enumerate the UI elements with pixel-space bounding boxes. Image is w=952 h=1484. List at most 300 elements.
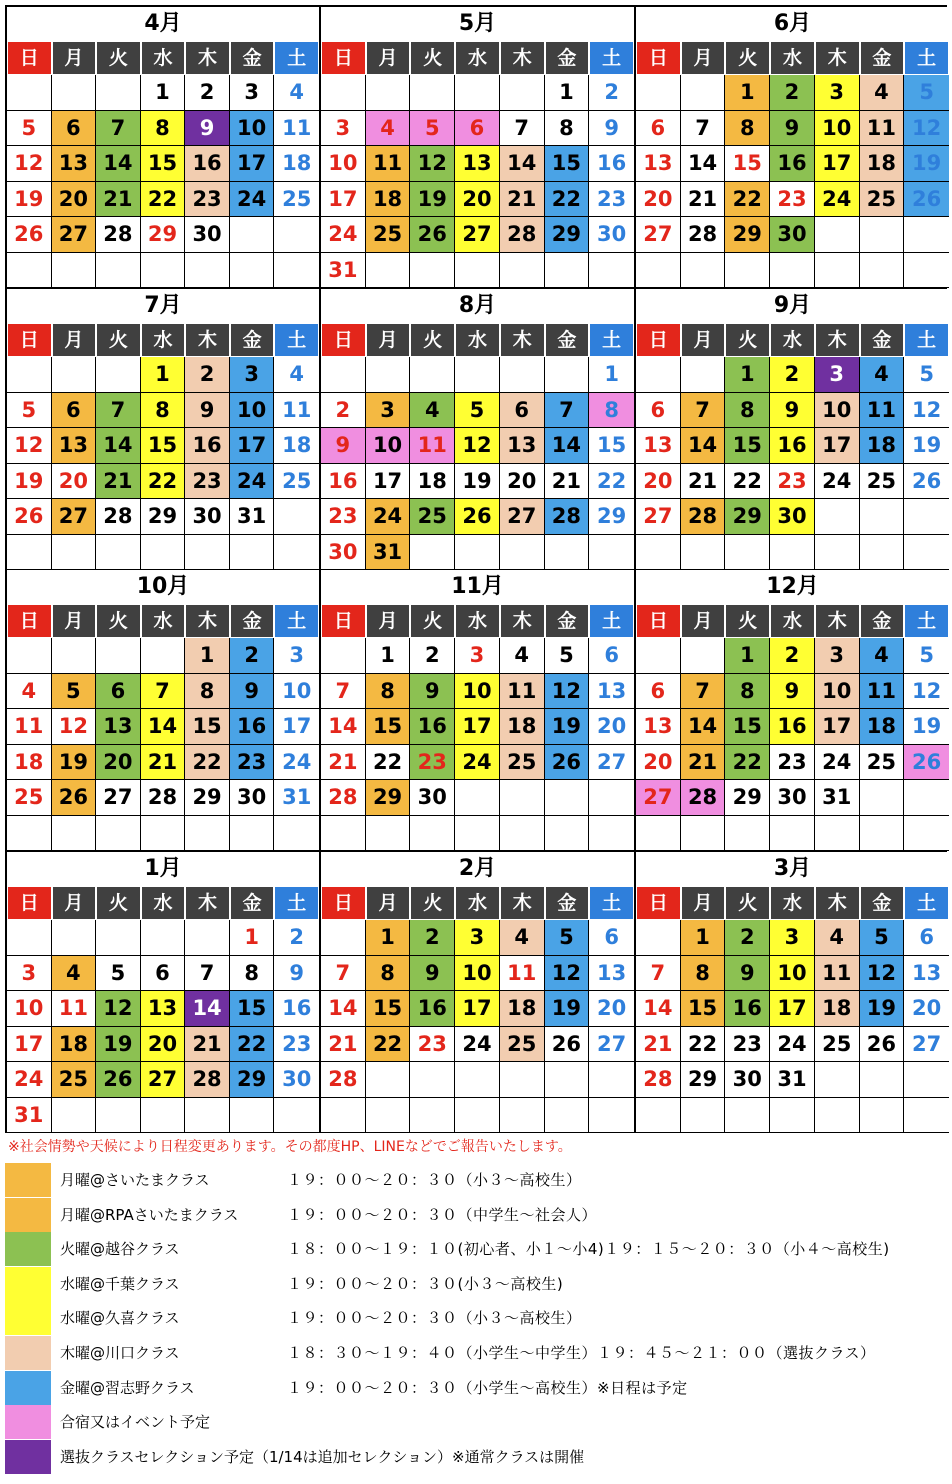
day-cell xyxy=(545,75,590,111)
day-number: 26 xyxy=(551,1031,582,1056)
day-cell xyxy=(725,357,770,393)
day-cell xyxy=(455,357,500,393)
day-cell xyxy=(274,638,319,674)
day-number: 18 xyxy=(866,151,897,175)
day-number: 28 xyxy=(687,222,718,246)
day-cell xyxy=(545,991,590,1027)
day-number: 24 xyxy=(14,1067,44,1091)
day-number: 27 xyxy=(643,785,673,809)
day-cell xyxy=(681,146,726,182)
day-cell xyxy=(589,638,634,674)
day-number: 13 xyxy=(643,151,673,175)
day-number: 5 xyxy=(469,397,485,422)
day-cell xyxy=(589,920,634,956)
day-number: 9 xyxy=(604,115,619,140)
day-number: 16 xyxy=(732,996,762,1020)
day-number: 8 xyxy=(695,960,710,985)
day-number: 21 xyxy=(147,749,178,774)
day-cell xyxy=(52,920,97,956)
day-cell xyxy=(274,816,319,852)
day-cell xyxy=(860,75,905,111)
day-number: 6 xyxy=(650,115,666,140)
day-number: 18 xyxy=(372,186,403,211)
day-cell xyxy=(141,1027,186,1063)
day-cell xyxy=(274,357,319,393)
day-number: 18 xyxy=(282,151,312,175)
day-number: 2 xyxy=(739,925,755,949)
day-number: 27 xyxy=(147,1067,178,1091)
day-number: 18 xyxy=(866,433,897,457)
day-cell xyxy=(230,816,275,852)
day-number: 18 xyxy=(282,433,312,457)
day-number: 2 xyxy=(199,80,215,104)
day-number: 1 xyxy=(380,925,395,949)
day-cell xyxy=(904,499,949,535)
day-number: 15 xyxy=(147,151,178,175)
day-cell xyxy=(96,920,141,956)
day-cell xyxy=(545,499,590,535)
day-cell xyxy=(500,357,545,393)
day-cell xyxy=(770,709,815,745)
day-cell xyxy=(230,1062,275,1098)
day-number: 4 xyxy=(424,397,440,422)
day-cell xyxy=(860,991,905,1027)
day-cell xyxy=(589,357,634,393)
day-cell xyxy=(321,535,366,571)
day-cell xyxy=(274,780,319,816)
day-cell xyxy=(274,674,319,710)
day-number: 14 xyxy=(687,714,718,738)
day-number: 29 xyxy=(551,222,582,246)
day-cell xyxy=(500,674,545,710)
day-number: 11 xyxy=(58,996,88,1020)
day-cell xyxy=(96,253,141,289)
weekday-header: 木 xyxy=(186,887,229,919)
day-number: 10 xyxy=(462,678,492,703)
day-number: 9 xyxy=(289,960,305,985)
day-number: 14 xyxy=(551,433,582,457)
day-cell xyxy=(770,111,815,147)
month-title: 6月 xyxy=(773,11,812,36)
day-cell xyxy=(52,638,97,674)
day-number: 15 xyxy=(372,996,403,1020)
day-cell xyxy=(636,217,681,253)
day-cell xyxy=(230,253,275,289)
day-cell xyxy=(185,991,230,1027)
day-cell xyxy=(410,253,455,289)
weekday-header: 土 xyxy=(275,605,318,637)
day-number: 11 xyxy=(372,151,403,175)
day-cell xyxy=(274,745,319,781)
weekday-header: 日 xyxy=(637,887,680,919)
day-cell xyxy=(860,956,905,992)
day-cell xyxy=(545,146,590,182)
weekday-header: 水 xyxy=(456,887,499,919)
day-cell xyxy=(545,357,590,393)
day-cell xyxy=(7,535,52,571)
day-number: 4 xyxy=(514,925,529,949)
day-cell xyxy=(860,393,905,429)
day-cell xyxy=(7,357,52,393)
day-number: 23 xyxy=(192,186,222,211)
day-cell xyxy=(815,745,860,781)
day-number: 31 xyxy=(14,1102,44,1127)
day-number: 12 xyxy=(912,397,942,422)
day-cell xyxy=(366,1027,411,1063)
day-number: 6 xyxy=(469,115,485,140)
month-title: 9月 xyxy=(773,293,812,318)
day-cell xyxy=(681,1098,726,1134)
day-cell xyxy=(500,920,545,956)
day-cell xyxy=(410,745,455,781)
day-number: 12 xyxy=(551,678,582,703)
day-number: 29 xyxy=(147,504,178,528)
month-calendar xyxy=(636,570,949,851)
day-number: 1 xyxy=(604,362,619,386)
day-cell xyxy=(904,709,949,745)
day-cell xyxy=(7,745,52,781)
month-title: 3月 xyxy=(773,856,812,881)
day-cell xyxy=(589,1098,634,1134)
weekday-header: 土 xyxy=(590,42,633,74)
day-cell xyxy=(904,780,949,816)
legend-row xyxy=(5,1163,947,1197)
day-cell xyxy=(681,638,726,674)
day-number: 13 xyxy=(643,714,673,738)
day-cell xyxy=(7,780,52,816)
day-cell xyxy=(904,638,949,674)
day-number: 16 xyxy=(417,714,447,738)
day-cell xyxy=(636,1062,681,1098)
day-cell xyxy=(636,535,681,571)
day-cell xyxy=(7,217,52,253)
day-cell xyxy=(500,146,545,182)
day-cell xyxy=(7,709,52,745)
day-cell xyxy=(725,780,770,816)
legend-row xyxy=(5,1405,947,1439)
day-number: 10 xyxy=(237,115,267,140)
day-cell xyxy=(545,1027,590,1063)
day-number: 4 xyxy=(66,960,81,985)
day-cell xyxy=(7,393,52,429)
weekday-header: 日 xyxy=(8,605,51,637)
day-number: 24 xyxy=(462,1031,492,1056)
day-cell xyxy=(321,816,366,852)
day-cell xyxy=(230,535,275,571)
day-number: 11 xyxy=(417,433,447,457)
legend-swatch xyxy=(5,1440,51,1474)
day-cell xyxy=(321,780,366,816)
day-cell xyxy=(455,111,500,147)
day-cell xyxy=(770,991,815,1027)
weekday-header: 月 xyxy=(682,887,725,919)
day-cell xyxy=(860,111,905,147)
day-cell xyxy=(770,217,815,253)
day-number: 18 xyxy=(417,468,447,493)
day-cell xyxy=(636,920,681,956)
day-cell xyxy=(455,780,500,816)
day-cell xyxy=(500,535,545,571)
month-title: 1月 xyxy=(144,856,182,881)
day-number: 27 xyxy=(462,222,492,246)
day-cell xyxy=(681,217,726,253)
weekday-header: 日 xyxy=(8,42,51,74)
day-cell xyxy=(230,182,275,218)
day-cell xyxy=(725,1027,770,1063)
weekday-header: 水 xyxy=(456,42,499,74)
day-cell xyxy=(321,111,366,147)
day-number: 8 xyxy=(739,678,755,703)
day-number: 26 xyxy=(551,749,582,774)
day-cell xyxy=(410,709,455,745)
day-cell xyxy=(860,709,905,745)
weekday-header: 木 xyxy=(501,324,544,356)
day-cell xyxy=(500,638,545,674)
day-cell xyxy=(7,1062,52,1098)
day-number: 10 xyxy=(328,151,358,175)
day-cell xyxy=(321,428,366,464)
day-cell xyxy=(545,638,590,674)
day-cell xyxy=(545,428,590,464)
weekday-header: 水 xyxy=(771,605,814,637)
day-cell xyxy=(589,1062,634,1098)
day-number: 28 xyxy=(147,785,178,809)
day-cell xyxy=(141,75,186,111)
day-number: 14 xyxy=(687,151,718,175)
day-cell xyxy=(815,780,860,816)
day-cell xyxy=(185,674,230,710)
day-number: 23 xyxy=(192,468,222,493)
day-cell xyxy=(141,991,186,1027)
day-number: 26 xyxy=(912,468,942,493)
weekday-header: 水 xyxy=(771,42,814,74)
weekday-header: 火 xyxy=(411,42,454,74)
day-number: 21 xyxy=(328,1031,358,1056)
day-number: 19 xyxy=(551,714,582,738)
day-number: 29 xyxy=(597,504,627,528)
weekday-header: 日 xyxy=(322,887,365,919)
day-cell xyxy=(185,1027,230,1063)
month-calendar xyxy=(321,289,634,570)
day-number: 25 xyxy=(372,222,403,246)
day-cell xyxy=(410,674,455,710)
day-number: 19 xyxy=(912,714,942,738)
day-cell xyxy=(455,535,500,571)
day-cell xyxy=(815,464,860,500)
day-cell xyxy=(636,816,681,852)
day-cell xyxy=(681,1027,726,1063)
day-number: 30 xyxy=(777,785,807,809)
day-cell xyxy=(589,745,634,781)
day-cell xyxy=(96,393,141,429)
day-cell xyxy=(589,146,634,182)
day-cell xyxy=(321,464,366,500)
day-cell xyxy=(52,674,97,710)
day-number: 6 xyxy=(919,925,934,949)
weekday-header: 土 xyxy=(590,324,633,356)
day-number: 5 xyxy=(559,643,574,667)
day-number: 15 xyxy=(551,151,582,175)
weekday-header: 金 xyxy=(231,605,274,637)
day-number: 4 xyxy=(380,115,395,140)
day-cell xyxy=(681,393,726,429)
day-cell xyxy=(681,709,726,745)
day-cell xyxy=(636,638,681,674)
day-cell xyxy=(455,956,500,992)
day-cell xyxy=(96,674,141,710)
day-number: 31 xyxy=(822,785,852,809)
weekday-header: 土 xyxy=(275,887,318,919)
day-number: 30 xyxy=(237,785,267,809)
day-cell xyxy=(770,780,815,816)
day-cell xyxy=(185,182,230,218)
day-number: 29 xyxy=(192,785,222,809)
day-number: 24 xyxy=(372,504,403,528)
day-cell xyxy=(141,709,186,745)
day-number: 11 xyxy=(14,714,44,738)
day-number: 23 xyxy=(777,749,807,774)
day-cell xyxy=(366,357,411,393)
day-number: 12 xyxy=(912,678,942,703)
day-number: 26 xyxy=(58,785,88,809)
day-cell xyxy=(185,146,230,182)
day-cell xyxy=(770,638,815,674)
legend-row xyxy=(5,1301,947,1335)
day-cell xyxy=(904,253,949,289)
day-cell xyxy=(860,1098,905,1134)
weekday-header: 木 xyxy=(816,324,859,356)
legend-time: １８：００～１９：１０(初心者、小１～小4)１９：１５～２０：３０（小４～高校生) xyxy=(287,1240,890,1259)
weekday-header: 水 xyxy=(456,324,499,356)
day-cell xyxy=(185,1062,230,1098)
day-cell xyxy=(52,393,97,429)
day-number: 24 xyxy=(777,1031,807,1056)
day-cell xyxy=(589,499,634,535)
day-number: 14 xyxy=(103,433,133,457)
day-cell xyxy=(366,920,411,956)
day-cell xyxy=(410,146,455,182)
day-number: 10 xyxy=(372,433,403,457)
day-number: 25 xyxy=(282,468,312,493)
day-cell xyxy=(366,1098,411,1134)
day-number: 19 xyxy=(14,468,44,493)
month-calendar xyxy=(636,289,949,570)
day-number: 21 xyxy=(192,1031,222,1056)
weekday-header: 火 xyxy=(726,887,769,919)
day-number: 15 xyxy=(597,433,627,457)
day-number: 11 xyxy=(282,397,312,422)
day-number: 25 xyxy=(822,1031,852,1056)
day-number: 12 xyxy=(58,714,88,738)
month-title: 7月 xyxy=(144,293,182,318)
day-number: 31 xyxy=(237,504,267,528)
day-number: 4 xyxy=(21,678,37,703)
weekday-header: 火 xyxy=(97,605,140,637)
day-number: 9 xyxy=(199,115,215,140)
day-cell xyxy=(366,780,411,816)
day-number: 13 xyxy=(103,714,133,738)
day-number: 14 xyxy=(687,433,718,457)
day-number: 5 xyxy=(424,115,440,140)
day-cell xyxy=(321,1027,366,1063)
day-cell xyxy=(455,1098,500,1134)
day-cell xyxy=(274,182,319,218)
day-cell xyxy=(500,780,545,816)
day-number: 29 xyxy=(237,1067,267,1091)
day-cell xyxy=(321,75,366,111)
day-number: 8 xyxy=(244,960,259,985)
month-calendar xyxy=(321,7,634,288)
day-number: 3 xyxy=(829,80,844,104)
day-cell xyxy=(52,146,97,182)
day-number: 22 xyxy=(372,749,403,774)
day-number: 27 xyxy=(597,1031,627,1056)
day-cell xyxy=(455,1062,500,1098)
day-number: 28 xyxy=(643,1067,673,1091)
day-number: 7 xyxy=(110,115,126,140)
weekday-header: 木 xyxy=(186,42,229,74)
day-number: 28 xyxy=(687,504,718,528)
day-cell xyxy=(410,1062,455,1098)
weekday-header: 木 xyxy=(186,605,229,637)
day-cell xyxy=(185,217,230,253)
day-cell xyxy=(545,816,590,852)
day-cell xyxy=(725,111,770,147)
day-number: 6 xyxy=(514,397,529,422)
day-cell xyxy=(410,357,455,393)
day-number: 11 xyxy=(866,678,897,703)
day-cell xyxy=(681,357,726,393)
day-number: 29 xyxy=(732,504,762,528)
day-number: 2 xyxy=(784,643,800,667)
day-number: 20 xyxy=(597,714,627,738)
day-number: 5 xyxy=(559,925,574,949)
day-cell xyxy=(455,709,500,745)
day-number: 5 xyxy=(919,362,934,386)
legend-swatch xyxy=(5,1163,51,1197)
day-cell xyxy=(500,464,545,500)
day-number: 20 xyxy=(643,468,673,493)
day-number: 11 xyxy=(282,115,312,140)
day-cell xyxy=(410,991,455,1027)
weekday-header: 火 xyxy=(411,887,454,919)
day-number: 16 xyxy=(192,151,222,175)
day-cell xyxy=(904,674,949,710)
day-number: 4 xyxy=(289,80,305,104)
weekday-header: 木 xyxy=(816,887,859,919)
day-number: 4 xyxy=(289,362,305,386)
day-cell xyxy=(7,464,52,500)
day-cell xyxy=(589,956,634,992)
day-cell xyxy=(860,182,905,218)
day-number: 13 xyxy=(58,433,88,457)
day-cell xyxy=(274,253,319,289)
month-title: 8月 xyxy=(458,293,497,318)
day-number: 22 xyxy=(732,749,762,774)
day-cell xyxy=(815,146,860,182)
day-number: 4 xyxy=(874,80,889,104)
day-number: 20 xyxy=(643,749,673,774)
day-number: 7 xyxy=(199,960,215,985)
day-number: 6 xyxy=(66,397,81,422)
weekday-header: 月 xyxy=(367,887,410,919)
weekday-header: 土 xyxy=(905,605,948,637)
day-cell xyxy=(230,464,275,500)
day-cell xyxy=(185,393,230,429)
weekday-header: 火 xyxy=(97,42,140,74)
day-number: 19 xyxy=(103,1031,133,1056)
day-cell xyxy=(274,709,319,745)
